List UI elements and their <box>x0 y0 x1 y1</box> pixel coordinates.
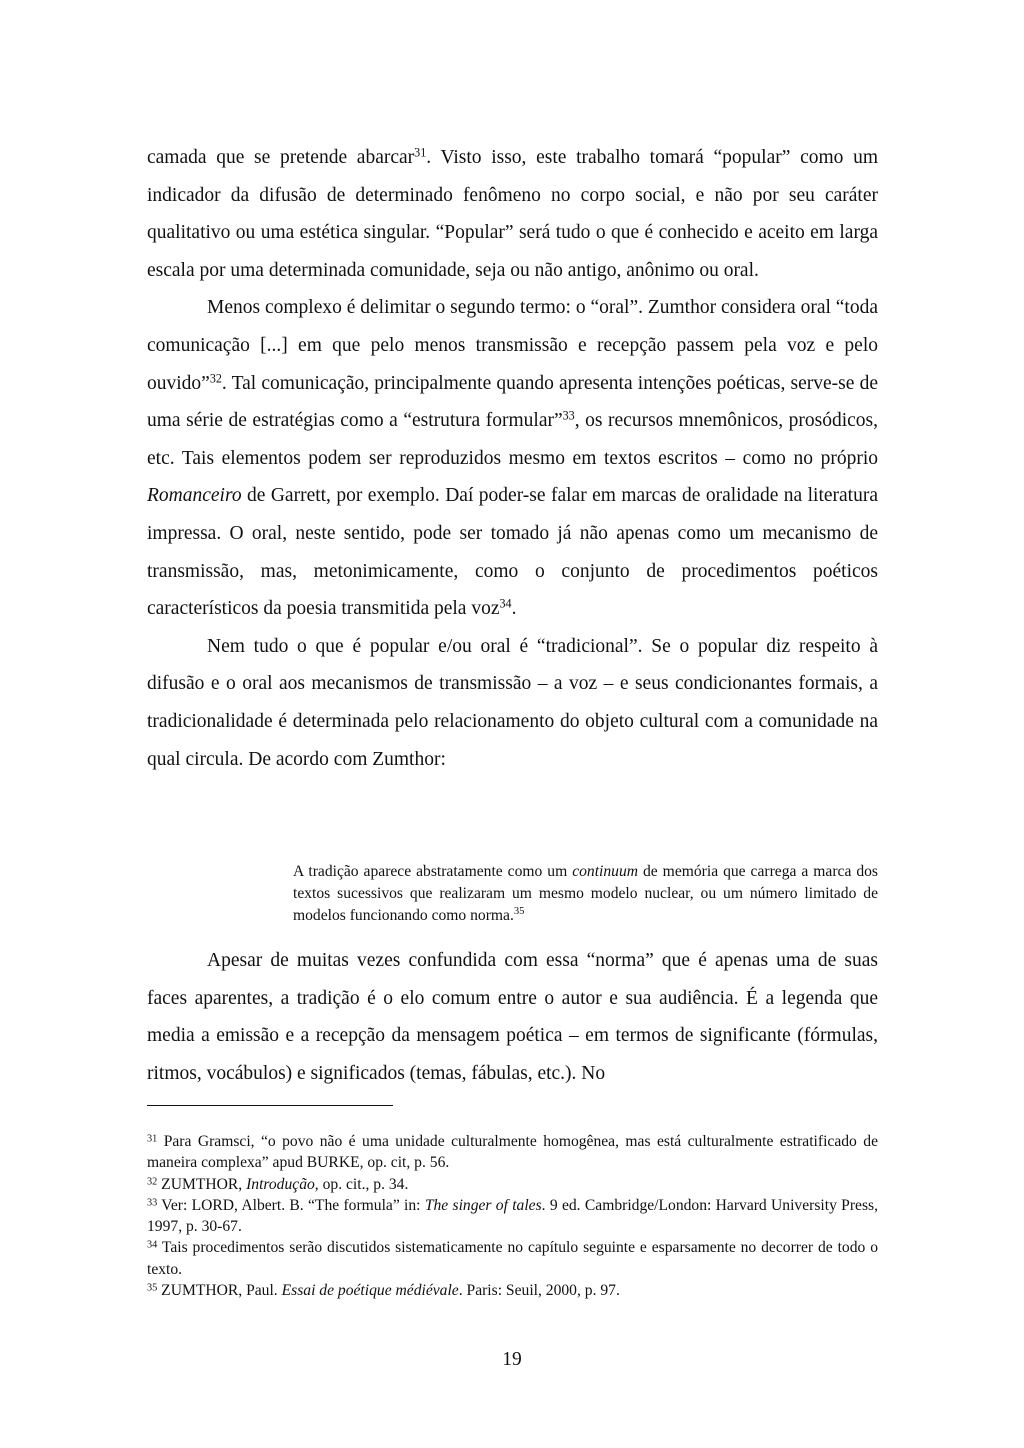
footnote-number: 33 <box>147 1197 158 1209</box>
footnote-text: ZUMTHOR, <box>157 1175 247 1193</box>
footnote-text: ZUMTHOR, Paul. <box>157 1282 282 1300</box>
footnotes <box>147 1131 878 1301</box>
paragraph-text: Nem tudo o que é popular e/ou oral é “tradicional”. Se o popular diz respeito à difusão e o oral aos mecanismos de transmissão – a voz – e seus condicionantes formais, a tradicionalidade é determinada pelo relacionamento do objeto cultural com a comunidade na qual circula. De acordo com Zumthor: <box>147 635 878 770</box>
paragraph-3 <box>147 628 878 778</box>
footnote-ref-32[interactable]: 32 <box>209 370 222 385</box>
footnote-text: Tais procedimentos serão discutidos sistematicamente no capítulo seguinte e esparsamente no decorrer de todo o texto. <box>147 1239 878 1278</box>
footnote-text: , op. cit., p. 34. <box>314 1175 409 1193</box>
paragraph-text: camada que se pretende abarcar <box>147 147 415 168</box>
footnote-divider <box>147 1105 393 1106</box>
quote-text: A tradição aparece abstratamente como um <box>293 863 573 880</box>
footnote-text: Ver: LORD, Albert. B. “The formula” in: <box>157 1196 425 1214</box>
italic-title: Romanceiro <box>147 485 242 507</box>
footnote-ref-31[interactable]: 31 <box>414 145 427 160</box>
footnote-ref-34[interactable]: 34 <box>499 596 512 611</box>
italic-title: The singer of tales <box>424 1196 542 1214</box>
footnote-ref-33[interactable]: 33 <box>562 408 575 423</box>
quote-text: de memória que carrega a marca dos textos sucessivos que realizaram um mesmo modelo nuclear, ou um número limitado de modelos funcionando como norma. <box>293 863 879 924</box>
footnote-number: 35 <box>147 1282 158 1294</box>
main-text-continued <box>147 942 878 1092</box>
paragraph-text: . Visto isso, este trabalho tomará “popular” como um indicador da difusão de determinado fenômeno no corpo social, e não por seu caráter qualitativo ou uma estética singular. “Popular” será tudo o que é conhecido e aceito em larga escala por uma determinada comunidade, seja ou não antigo, anônimo ou oral. <box>147 147 878 281</box>
main-text <box>147 139 878 778</box>
paragraph-text: . Tal comunicação, principalmente quando apresenta intenções poéticas, serve-se de uma série de estratégias como a “estrutura formular” <box>147 372 878 432</box>
italic-term: continuum <box>572 863 639 880</box>
italic-title: Essai de poétique médiévale <box>281 1282 459 1300</box>
footnote-text: . Paris: Seuil, 2000, p. 97. <box>458 1282 620 1300</box>
paragraph-text: Apesar de muitas vezes confundida com essa “norma” que é apenas uma de suas faces aparentes, a tradição é o elo comum entre o autor e sua audiência. É a legenda que media a emissão e a recepção da mensagem poética – em termos de significante (fórmulas, ritmos, vocábulos) e significados (temas, fábulas, etc.). No <box>147 950 878 1084</box>
footnote-number: 31 <box>147 1133 158 1145</box>
paragraph-text: de Garrett, por exemplo. Daí poder-se falar em marcas de oralidade na literatura impressa. O oral, neste sentido, pode ser tomado já não apenas como um mecanismo de transmissão, mas, metonimicamente, como o conjunto de procedimentos poéticos característicos da poesia transmitida pela voz <box>147 485 878 620</box>
footnote-35 <box>147 1280 878 1301</box>
paragraph-text: , os recursos mnemônicos, prosódicos, etc. Tais elementos podem ser reproduzidos mesmo em textos escritos – como no próprio <box>147 410 878 469</box>
italic-title: Introdução <box>246 1175 315 1193</box>
paragraph-4 <box>147 942 878 1092</box>
paragraph-1 <box>147 139 878 289</box>
footnote-34 <box>147 1237 878 1280</box>
paragraph-2 <box>147 289 878 627</box>
footnote-33 <box>147 1195 878 1238</box>
footnote-32 <box>147 1174 878 1195</box>
footnote-text: Para Gramsci, “o povo não é uma unidade culturalmente homogênea, mas está culturalmente estratificado de maneira complexa” apud BURKE, op. cit, p. 56. <box>147 1133 878 1172</box>
footnote-number: 32 <box>147 1175 158 1187</box>
paragraph-text: . <box>511 598 517 620</box>
block-quote <box>293 861 878 927</box>
page-number: 19 <box>502 1349 522 1370</box>
paragraph-text: Menos complexo é delimitar o segundo termo: o “oral”. Zumthor considera oral “toda comunicação [...] em que pelo menos transmissão e recepção passem pela voz e pelo ouvido” <box>147 297 878 394</box>
footnote-ref-35[interactable]: 35 <box>513 906 525 918</box>
footnote-31 <box>147 1131 878 1174</box>
footnote-text: . 9 ed. Cambridge/London: Harvard University Press, 1997, p. 30-67. <box>147 1196 878 1236</box>
footnote-number: 34 <box>147 1239 158 1251</box>
